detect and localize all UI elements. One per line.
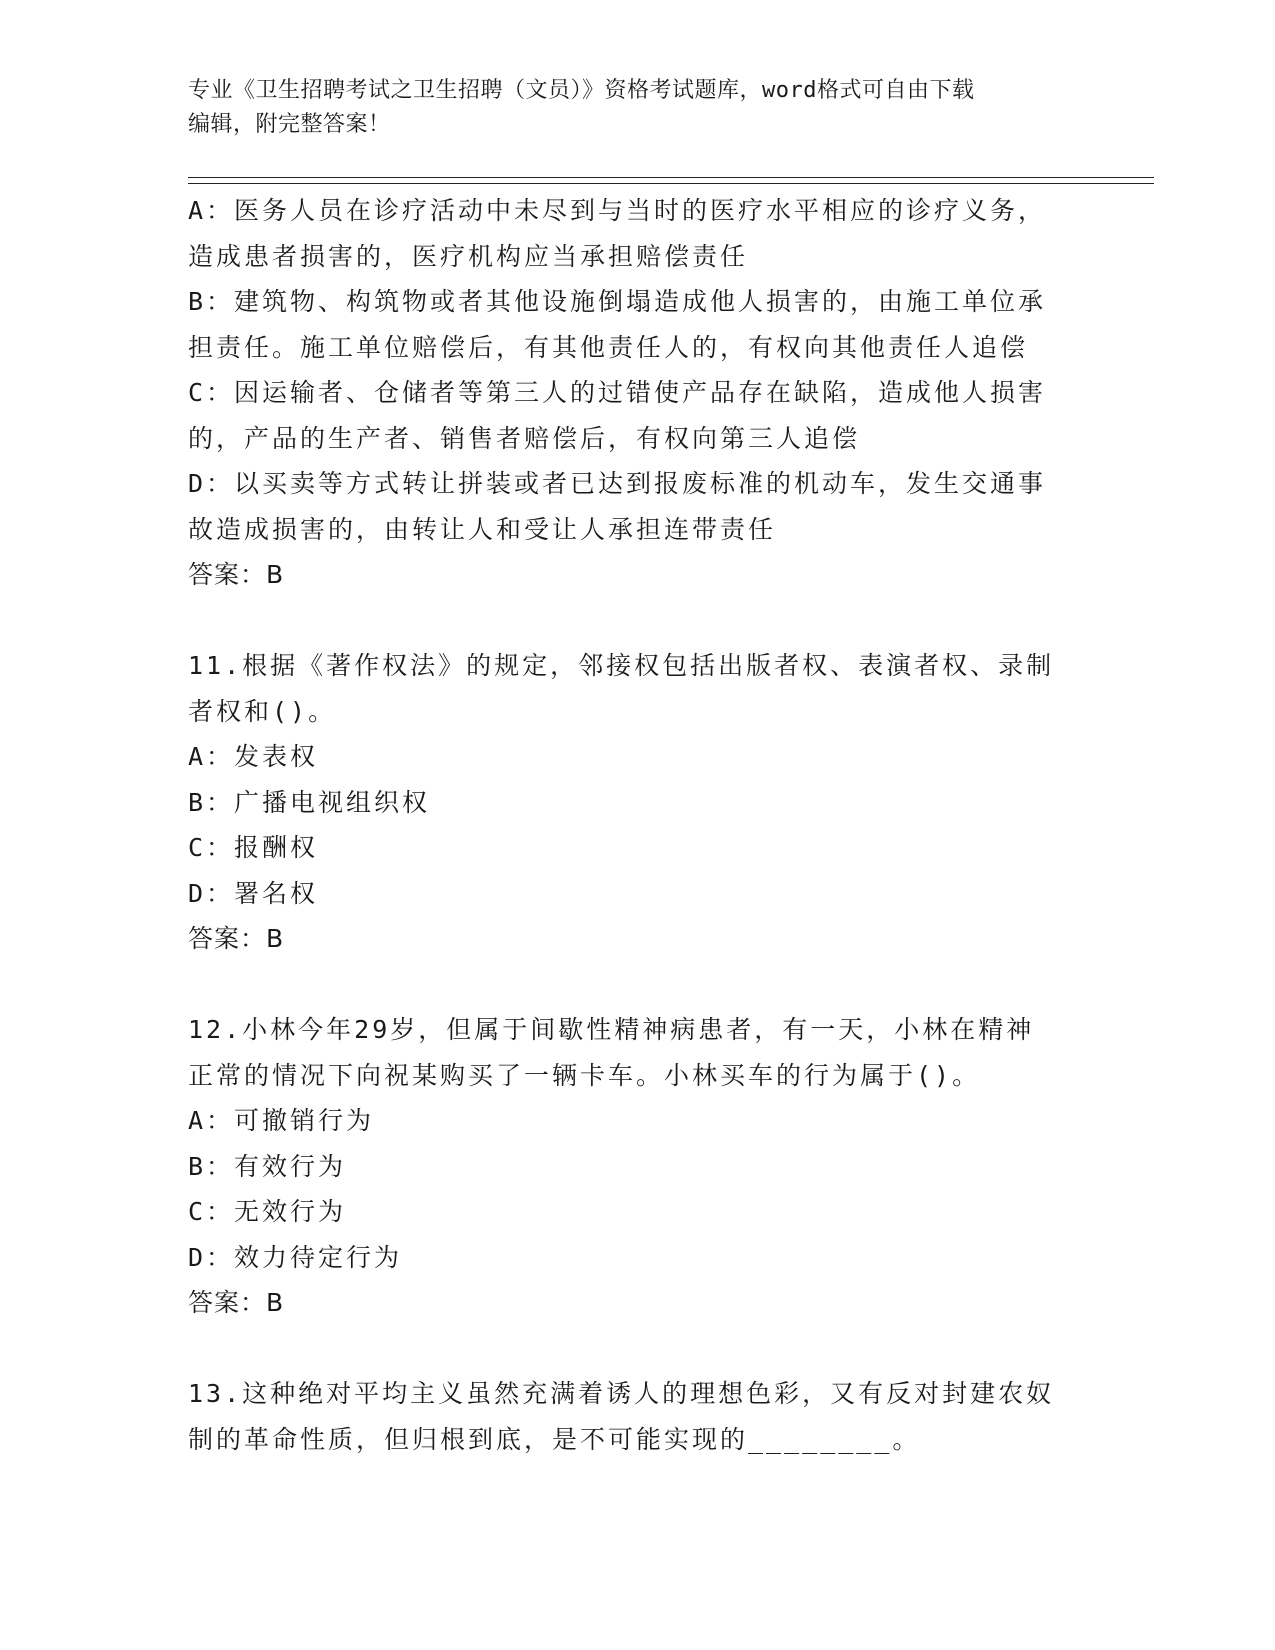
q12-answer: 答案：B	[188, 1288, 285, 1317]
q12-option-d: D：效力待定行为	[188, 1242, 403, 1272]
question-11	[188, 643, 1078, 962]
spacer	[188, 962, 1078, 1008]
q12-option-a: A：可撤销行为	[188, 1106, 375, 1135]
q11-option-d: D：署名权	[188, 878, 319, 908]
q11-option-a: A：发表权	[188, 742, 319, 771]
q12-option-b: B：有效行为	[188, 1151, 347, 1181]
spacer	[188, 1326, 1078, 1372]
q10-option-a-line-2: 造成患者损害的，医疗机构应当承担赔偿责任	[188, 241, 749, 271]
q13-stem-line-2: 制的革命性质，但归根到底，是不可能实现的________。	[188, 1424, 921, 1454]
header-divider-bottom	[188, 183, 1154, 184]
q13-stem-line-1: 13.这种绝对平均主义虽然充满着诱人的理想色彩，又有反对封建农奴	[188, 1379, 1055, 1408]
q10-option-c-line-1: C：因运输者、仓储者等第三人的过错使产品存在缺陷，造成他人损害	[188, 378, 1047, 407]
q12-stem-line-1: 12.小林今年29岁，但属于间歇性精神病患者，有一天，小林在精神	[188, 1015, 1035, 1044]
q12-option-c: C：无效行为	[188, 1197, 347, 1226]
q12-stem-line-2: 正常的情况下向祝某购买了一辆卡车。小林买车的行为属于()。	[188, 1060, 981, 1090]
q11-stem-line-2: 者权和()。	[188, 696, 337, 726]
question-content	[188, 188, 1078, 1462]
q11-option-b: B：广播电视组织权	[188, 787, 431, 817]
q10-option-b-line-1: B：建筑物、构筑物或者其他设施倒塌造成他人损害的，由施工单位承	[188, 287, 1047, 316]
q10-option-c-line-2: 的，产品的生产者、销售者赔偿后，有权向第三人追偿	[188, 423, 861, 453]
q11-answer: 答案：B	[188, 924, 285, 953]
q10-option-d-line-1: D：以买卖等方式转让拼装或者已达到报废标准的机动车，发生交通事	[188, 469, 1047, 498]
q11-stem-line-1: 11.根据《著作权法》的规定，邻接权包括出版者权、表演者权、录制	[188, 651, 1055, 680]
q10-answer: 答案：B	[188, 560, 285, 589]
document-header	[188, 74, 1068, 142]
question-13	[188, 1371, 1078, 1462]
header-line-1: 专业《卫生招聘考试之卫生招聘（文员）》资格考试题库，word格式可自由下载	[188, 78, 975, 103]
spacer	[188, 598, 1078, 644]
q11-option-c: C：报酬权	[188, 833, 319, 862]
q10-option-b-line-2: 担责任。施工单位赔偿后，有其他责任人的，有权向其他责任人追偿	[188, 332, 1029, 362]
q10-option-a-line-1: A：医务人员在诊疗活动中未尽到与当时的医疗水平相应的诊疗义务，	[188, 196, 1047, 225]
header-divider-top	[188, 177, 1154, 178]
question-10	[188, 188, 1078, 598]
header-line-2: 编辑，附完整答案！	[188, 112, 391, 137]
question-12	[188, 1007, 1078, 1326]
q10-option-d-line-2: 故造成损害的，由转让人和受让人承担连带责任	[188, 514, 777, 544]
